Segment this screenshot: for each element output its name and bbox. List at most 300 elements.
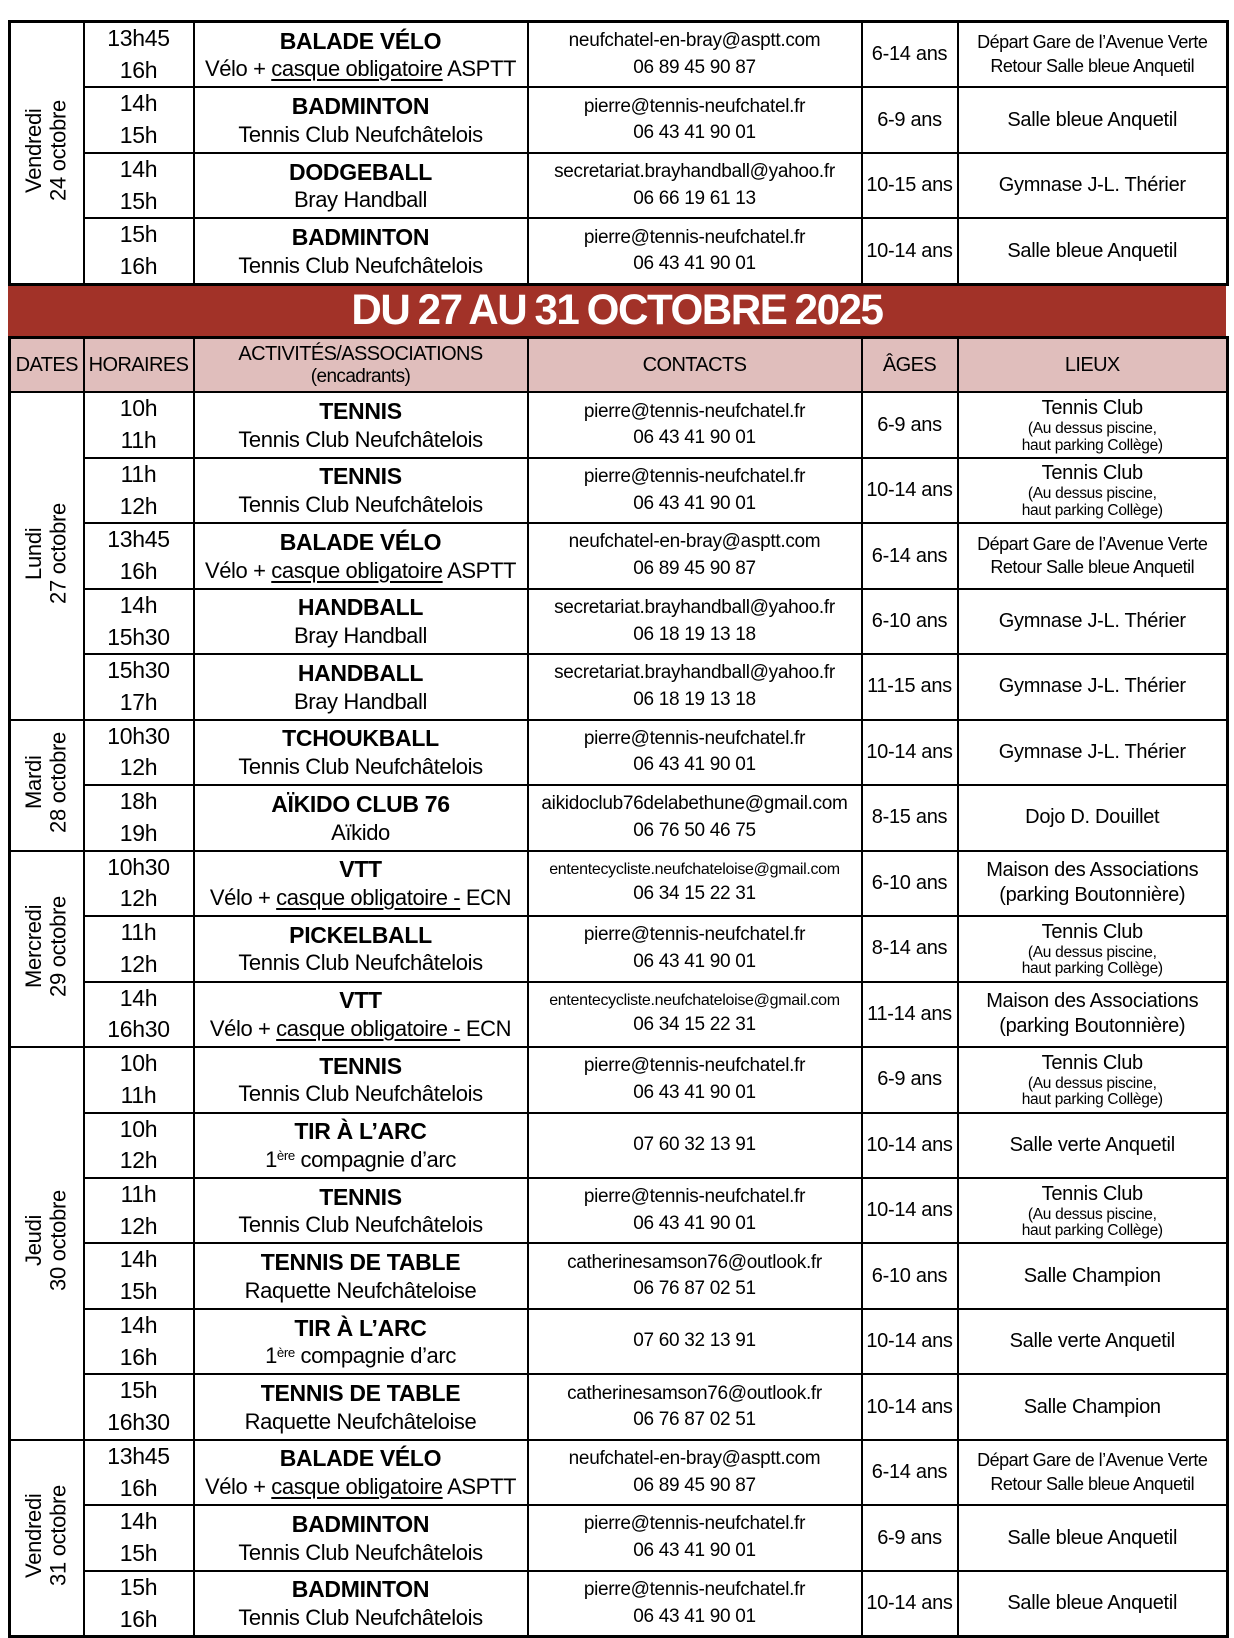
activity-name: BALADE VÉLO (279, 1445, 442, 1472)
time-line: 15h (119, 1278, 158, 1305)
time-line: 15h (119, 221, 158, 248)
time-line: 14h (119, 591, 158, 618)
contact-line: 06 89 45 90 87 (633, 56, 756, 78)
contact-line: neufchatel-en-bray@asptt.com (568, 30, 821, 52)
activity-org: Vélo + casque obligatoire ASPTT (204, 557, 517, 583)
table-row (10, 589, 1228, 654)
location-line: Tennis Club (1041, 920, 1143, 943)
contact-line: 06 76 87 02 51 (633, 1278, 756, 1300)
table-row (10, 218, 1228, 284)
contact-cell (528, 153, 862, 218)
activity-org: Tennis Club Neufchâtelois (238, 1605, 483, 1631)
activity-name: VTT (339, 987, 382, 1014)
contact-cell (528, 1178, 862, 1243)
activity-cell (194, 22, 528, 88)
contact-line: pierre@tennis-neufchatel.fr (583, 727, 806, 749)
time-line: 12h (119, 1147, 158, 1174)
table-row (10, 523, 1228, 588)
time-line: 16h (119, 56, 158, 83)
day-cell (10, 1047, 84, 1440)
time-cell (84, 1243, 194, 1308)
time-line: 11h (120, 427, 157, 454)
contact-line: pierre@tennis-neufchatel.fr (583, 1513, 806, 1535)
contact-line: neufchatel-en-bray@asptt.com (568, 531, 821, 553)
time-line: 16h (119, 1605, 158, 1632)
table-row (10, 1440, 1228, 1505)
column-header-lieux: LIEUX (958, 337, 1228, 392)
activity-name: TENNIS (319, 397, 402, 424)
age-cell: 6-10 ans (862, 1243, 958, 1308)
location-line: Tennis Club (1041, 396, 1143, 419)
age-cell: 8-14 ans (862, 916, 958, 981)
contact-cell (528, 654, 862, 719)
activity-org: Tennis Club Neufchâtelois (238, 252, 483, 278)
time-cell (84, 1309, 194, 1374)
time-cell (84, 1374, 194, 1439)
activity-name: BADMINTON (291, 224, 430, 251)
contact-line: pierre@tennis-neufchatel.fr (583, 1578, 806, 1600)
age-cell: 11-15 ans (862, 654, 958, 719)
activity-name: TIR À L’ARC (294, 1314, 427, 1341)
contact-cell (528, 589, 862, 654)
time-line: 14h (119, 90, 158, 117)
location-line: Salle bleue Anquetil (1007, 1526, 1178, 1549)
contact-line: pierre@tennis-neufchatel.fr (583, 226, 806, 248)
contact-cell (528, 1505, 862, 1570)
contact-line: catherinesamson76@outlook.fr (567, 1251, 822, 1273)
contact-cell (528, 1113, 862, 1178)
location-line: (Au dessus piscine, (1027, 485, 1157, 503)
week-banner (8, 286, 1226, 336)
activity-cell (194, 1571, 528, 1637)
location-line: Départ Gare de l’Avenue Verte (977, 32, 1208, 53)
location-line: (Au dessus piscine, (1027, 1205, 1157, 1223)
time-line: 16h (119, 253, 158, 280)
contact-line: 07 60 32 13 91 (633, 1330, 756, 1352)
activity-org: Raquette Neufchâteloise (244, 1408, 477, 1434)
activity-cell (194, 851, 528, 916)
activity-cell (194, 392, 528, 457)
location-line: Maison des Associations (986, 859, 1199, 882)
activity-name: PICKELBALL (289, 921, 432, 948)
time-line: 12h (119, 1212, 158, 1239)
activity-name: DODGEBALL (289, 158, 432, 185)
activity-org: Bray Handball (294, 187, 427, 213)
contact-line: aikidoclub76delabethune@gmail.com (541, 793, 848, 815)
location-line: Salle bleue Anquetil (1007, 108, 1178, 131)
time-line: 11h (120, 1081, 157, 1108)
contact-cell (528, 916, 862, 981)
time-line: 11h (120, 919, 157, 946)
day-cell (10, 392, 84, 719)
location-cell (958, 1243, 1228, 1308)
activity-org: Raquette Neufchâteloise (244, 1277, 477, 1303)
contact-line: neufchatel-en-bray@asptt.com (568, 1448, 821, 1470)
activity-cell (194, 1505, 528, 1570)
age-cell: 6-9 ans (862, 1047, 958, 1112)
activity-name: TIR À L’ARC (294, 1118, 427, 1145)
activity-name: TENNIS (319, 1183, 402, 1210)
time-line: 14h (119, 1246, 158, 1273)
location-cell (958, 785, 1228, 850)
day-label: Vendredi 24 octobre (21, 99, 71, 201)
activity-cell (194, 1374, 528, 1439)
activity-org: Vélo + casque obligatoire - ECN (209, 885, 512, 911)
location-line: haut parking Collège) (1021, 1222, 1163, 1240)
contact-line: 06 43 41 90 01 (633, 427, 756, 449)
location-line: haut parking Collège) (1021, 502, 1163, 520)
contact-line: pierre@tennis-neufchatel.fr (583, 400, 806, 422)
table-row (10, 22, 1228, 88)
time-cell (84, 720, 194, 785)
age-cell: 6-10 ans (862, 851, 958, 916)
table-row (10, 1309, 1228, 1374)
location-line: (Au dessus piscine, (1027, 943, 1157, 961)
activity-name: BADMINTON (291, 1576, 430, 1603)
age-cell: 10-14 ans (862, 1571, 958, 1637)
activity-cell (194, 654, 528, 719)
location-line: haut parking Collège) (1021, 436, 1163, 454)
activity-cell (194, 153, 528, 218)
location-line: (Au dessus piscine, (1027, 419, 1157, 437)
location-cell (958, 1374, 1228, 1439)
table-row (10, 1047, 1228, 1112)
contact-line: 06 89 45 90 87 (633, 1474, 756, 1496)
time-cell (84, 1440, 194, 1505)
location-line: Retour Salle bleue Anquetil (990, 1473, 1195, 1494)
day-cell (10, 720, 84, 851)
contact-line: pierre@tennis-neufchatel.fr (583, 1186, 806, 1208)
time-line: 16h30 (107, 1016, 170, 1043)
day-label: Jeudi 30 octobre (21, 1190, 71, 1292)
age-cell: 10-14 ans (862, 1374, 958, 1439)
location-cell (958, 1178, 1228, 1243)
age-cell: 6-14 ans (862, 22, 958, 88)
time-line: 10h (119, 395, 158, 422)
contact-cell (528, 523, 862, 588)
contact-cell (528, 1243, 862, 1308)
age-cell: 10-14 ans (862, 218, 958, 284)
contact-line: 06 76 50 46 75 (633, 819, 756, 841)
week-banner-title: DU 27 AU 31 OCTOBRE 2025 (351, 286, 883, 335)
activity-name: AÏKIDO CLUB 76 (271, 790, 450, 817)
location-line: Salle verte Anquetil (1009, 1330, 1175, 1353)
activity-name: HANDBALL (297, 659, 424, 686)
time-line: 10h30 (107, 722, 170, 749)
table-row (10, 785, 1228, 850)
location-cell (958, 1571, 1228, 1637)
activity-org: Tennis Club Neufchâtelois (238, 1081, 483, 1107)
location-cell (958, 851, 1228, 916)
location-line: Départ Gare de l’Avenue Verte (977, 1450, 1208, 1471)
table-row (10, 1571, 1228, 1637)
activity-cell (194, 1178, 528, 1243)
time-line: 10h (119, 1050, 158, 1077)
location-cell (958, 1309, 1228, 1374)
activity-name: TENNIS DE TABLE (260, 1380, 461, 1407)
activity-org: Vélo + casque obligatoire ASPTT (204, 1474, 517, 1500)
contact-line: secretariat.brayhandball@yahoo.fr (554, 161, 835, 183)
activity-name: TENNIS (319, 1052, 402, 1079)
activity-org: Tennis Club Neufchâtelois (238, 754, 483, 780)
activity-cell (194, 523, 528, 588)
location-line: haut parking Collège) (1021, 1091, 1163, 1109)
table-row (10, 1243, 1228, 1308)
age-cell: 6-10 ans (862, 589, 958, 654)
column-header-activites-line2: (encadrants) (310, 365, 411, 387)
age-cell: 10-15 ans (862, 153, 958, 218)
contact-cell (528, 87, 862, 152)
location-line: Dojo D. Douillet (1025, 806, 1160, 829)
activity-org: 1ère compagnie d’arc (265, 1343, 456, 1369)
table-row (10, 1113, 1228, 1178)
time-cell (84, 916, 194, 981)
activity-org: Bray Handball (294, 623, 427, 649)
location-line: Tennis Club (1041, 1182, 1143, 1205)
time-line: 14h (119, 1311, 158, 1338)
time-line: 12h (119, 492, 158, 519)
contact-cell (528, 720, 862, 785)
activity-name: VTT (339, 856, 382, 883)
time-cell (84, 153, 194, 218)
column-header-dates: DATES (10, 337, 84, 392)
time-cell (84, 523, 194, 588)
time-cell (84, 392, 194, 457)
table-row (10, 916, 1228, 981)
time-line: 13h45 (107, 25, 170, 51)
time-cell (84, 785, 194, 850)
age-cell: 8-15 ans (862, 785, 958, 850)
schedule-table-oct24 (8, 20, 1229, 286)
contact-line: 06 34 15 22 31 (633, 1014, 756, 1036)
location-cell (958, 1505, 1228, 1570)
location-line: Salle verte Anquetil (1009, 1133, 1175, 1156)
column-header-activites-line1: ACTIVITÉS/ASSOCIATIONS (238, 342, 483, 365)
table-header-row (10, 337, 1228, 392)
table-row (10, 1178, 1228, 1243)
time-line: 16h (119, 1474, 158, 1501)
location-cell (958, 153, 1228, 218)
age-cell: 6-14 ans (862, 523, 958, 588)
location-cell (958, 1047, 1228, 1112)
location-line: Départ Gare de l’Avenue Verte (977, 533, 1208, 554)
location-cell (958, 1440, 1228, 1505)
time-line: 18h (119, 788, 158, 815)
activity-org: Vélo + casque obligatoire - ECN (209, 1015, 512, 1041)
age-cell: 6-9 ans (862, 87, 958, 152)
activity-org: Tennis Club Neufchâtelois (238, 950, 483, 976)
day-cell (10, 22, 84, 285)
contact-line: catherinesamson76@outlook.fr (567, 1382, 822, 1404)
table-row (10, 851, 1228, 916)
column-header-horaires: HORAIRES (84, 337, 194, 392)
time-line: 12h (119, 885, 158, 912)
location-cell (958, 22, 1228, 88)
contact-line: 06 43 41 90 01 (633, 950, 756, 972)
location-cell (958, 982, 1228, 1047)
activity-cell (194, 982, 528, 1047)
activity-org: Bray Handball (294, 688, 427, 714)
time-line: 16h (119, 1343, 158, 1370)
location-cell (958, 523, 1228, 588)
table-row (10, 720, 1228, 785)
contact-line: 06 66 19 61 13 (633, 187, 756, 209)
schedule-table-oct27-31 (8, 336, 1229, 1638)
day-label: Mardi 28 octobre (21, 732, 71, 834)
day-label: Vendredi 31 octobre (21, 1485, 71, 1587)
table-row (10, 392, 1228, 457)
activity-cell (194, 1440, 528, 1505)
location-cell (958, 458, 1228, 523)
activity-name: TCHOUKBALL (282, 725, 439, 752)
contact-line: 06 43 41 90 01 (633, 253, 756, 275)
time-cell (84, 22, 194, 88)
time-line: 17h (119, 688, 158, 715)
location-line: Retour Salle bleue Anquetil (990, 55, 1195, 76)
activity-cell (194, 1309, 528, 1374)
contact-line: 06 18 19 13 18 (633, 623, 756, 645)
contact-line: 06 43 41 90 01 (633, 1081, 756, 1103)
location-line: (parking Boutonnière) (999, 884, 1186, 907)
contact-cell (528, 785, 862, 850)
time-cell (84, 982, 194, 1047)
contact-cell (528, 851, 862, 916)
time-line: 13h45 (107, 526, 170, 553)
activity-org: Tennis Club Neufchâtelois (238, 426, 483, 452)
contact-cell (528, 1571, 862, 1637)
age-cell: 6-9 ans (862, 392, 958, 457)
contact-line: pierre@tennis-neufchatel.fr (583, 924, 806, 946)
activity-cell (194, 589, 528, 654)
contact-line: 06 76 87 02 51 (633, 1409, 756, 1431)
table-row (10, 982, 1228, 1047)
time-line: 12h (119, 950, 158, 977)
location-cell (958, 589, 1228, 654)
age-cell: 10-14 ans (862, 1178, 958, 1243)
location-line: Salle bleue Anquetil (1007, 1592, 1178, 1615)
age-cell: 11-14 ans (862, 982, 958, 1047)
time-cell (84, 851, 194, 916)
column-header-activites (194, 337, 528, 392)
time-cell (84, 1571, 194, 1637)
contact-line: 06 43 41 90 01 (633, 754, 756, 776)
time-line: 10h30 (107, 853, 170, 880)
activity-cell (194, 87, 528, 152)
activity-cell (194, 1047, 528, 1112)
location-line: Gymnase J-L. Thérier (998, 610, 1186, 633)
table-row (10, 1374, 1228, 1439)
activity-cell (194, 720, 528, 785)
day-cell (10, 851, 84, 1047)
contact-line: 06 43 41 90 01 (633, 492, 756, 514)
activity-name: TENNIS (319, 463, 402, 490)
location-line: (parking Boutonnière) (999, 1015, 1186, 1038)
time-line: 15h30 (107, 657, 170, 684)
table-row (10, 153, 1228, 218)
activity-org: 1ère compagnie d’arc (265, 1146, 456, 1172)
time-cell (84, 654, 194, 719)
time-cell (84, 1178, 194, 1243)
location-line: Salle Champion (1023, 1264, 1161, 1287)
location-cell (958, 392, 1228, 457)
contact-line: pierre@tennis-neufchatel.fr (583, 465, 806, 487)
location-line: Maison des Associations (986, 990, 1199, 1013)
location-cell (958, 218, 1228, 284)
time-line: 15h (119, 1540, 158, 1567)
activity-org: Tennis Club Neufchâtelois (238, 492, 483, 518)
contact-line: pierre@tennis-neufchatel.fr (583, 1055, 806, 1077)
contact-cell (528, 458, 862, 523)
activity-name: BALADE VÉLO (279, 27, 442, 54)
contact-line: 06 43 41 90 01 (633, 122, 756, 144)
time-line: 15h30 (107, 623, 170, 650)
contact-cell (528, 1440, 862, 1505)
activity-org: Tennis Club Neufchâtelois (238, 1212, 483, 1238)
location-cell (958, 916, 1228, 981)
time-line: 15h (119, 122, 158, 149)
contact-cell (528, 982, 862, 1047)
activity-name: BADMINTON (291, 93, 430, 120)
time-cell (84, 87, 194, 152)
activity-name: TENNIS DE TABLE (260, 1249, 461, 1276)
activity-org: Aïkido (331, 819, 390, 845)
time-line: 13h45 (107, 1442, 170, 1469)
time-line: 16h30 (107, 1409, 170, 1436)
contact-line: 06 43 41 90 01 (633, 1540, 756, 1562)
activity-name: HANDBALL (297, 594, 424, 621)
activity-org: Vélo + casque obligatoire ASPTT (204, 56, 517, 82)
contact-line: 06 34 15 22 31 (633, 883, 756, 905)
contact-line: ententecycliste.neufchateloise@gmail.com (549, 860, 840, 878)
contact-line: 06 89 45 90 87 (633, 558, 756, 580)
contact-cell (528, 392, 862, 457)
contact-line: secretariat.brayhandball@yahoo.fr (554, 596, 835, 618)
contact-cell (528, 1374, 862, 1439)
location-line: haut parking Collège) (1021, 960, 1163, 978)
time-cell (84, 218, 194, 284)
time-line: 15h (119, 1377, 158, 1404)
day-cell (10, 1440, 84, 1637)
location-line: Retour Salle bleue Anquetil (990, 557, 1195, 578)
activity-cell (194, 458, 528, 523)
location-line: Gymnase J-L. Thérier (998, 174, 1186, 197)
age-cell: 10-14 ans (862, 1309, 958, 1374)
time-line: 14h (119, 155, 158, 182)
age-cell: 10-14 ans (862, 1113, 958, 1178)
time-line: 11h (120, 460, 157, 487)
contact-line: 06 43 41 90 01 (633, 1212, 756, 1234)
age-cell: 6-9 ans (862, 1505, 958, 1570)
location-line: Tennis Club (1041, 1051, 1143, 1074)
time-cell (84, 1113, 194, 1178)
activity-cell (194, 916, 528, 981)
activity-name: BADMINTON (291, 1510, 430, 1537)
location-cell (958, 654, 1228, 719)
time-cell (84, 589, 194, 654)
activity-org: Tennis Club Neufchâtelois (238, 121, 483, 147)
time-line: 15h (119, 1573, 158, 1600)
time-line: 14h (119, 984, 158, 1011)
activity-cell (194, 218, 528, 284)
activity-name: BALADE VÉLO (279, 528, 442, 555)
location-cell (958, 1113, 1228, 1178)
location-line: Salle bleue Anquetil (1007, 239, 1178, 262)
age-cell: 10-14 ans (862, 458, 958, 523)
contact-cell (528, 1309, 862, 1374)
location-line: Gymnase J-L. Thérier (998, 675, 1186, 698)
location-cell (958, 87, 1228, 152)
column-header-ages: ÂGES (862, 337, 958, 392)
